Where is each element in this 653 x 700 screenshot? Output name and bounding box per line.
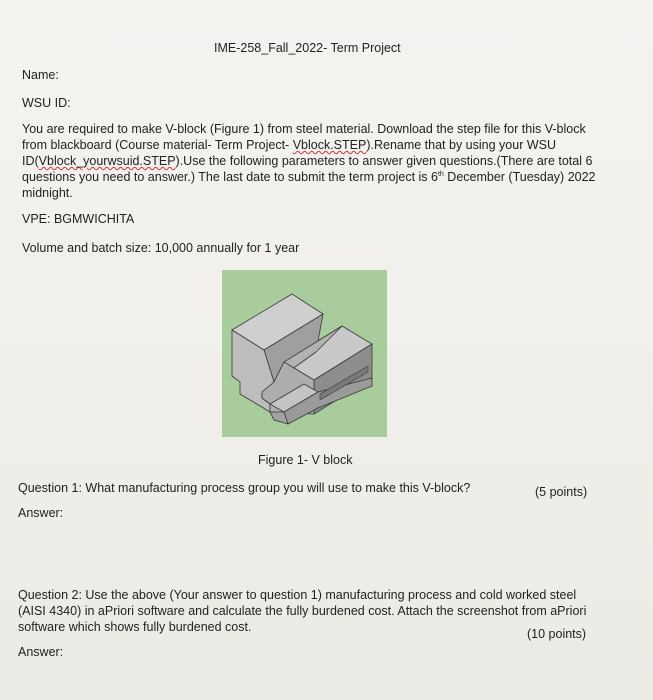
vpe-line: VPE: BGMWICHITA [22,212,135,226]
instructions-line-3: ID(Vblock_yourwsuid.STEP).Use the following parameters to answer given questions.(There are total 6 [22,154,593,168]
instructions-line-4: questions you need to answer.) The last date to submit the term project is 6th December (Tuesday) 2022 [22,170,596,184]
wsu-id-label: WSU ID: [22,96,71,110]
instructions-line-2: from blackboard (Course material- Term Project- Vblock.STEP).Rename that by using your WSU [22,138,556,152]
figure-caption: Figure 1- V block [258,453,353,467]
document-title: IME-258_Fall_2022- Term Project [214,41,401,55]
step-filename: Vblock.STEP [292,138,367,152]
question-2-line-1: Question 2: Use the above (Your answer to question 1) manufacturing process and cold worked steel [18,588,577,602]
v-block-figure [222,270,387,437]
instructions-paragraph [22,121,596,201]
volume-line: Volume and batch size: 10,000 annually for 1 year [22,241,300,255]
v-block-drawing [222,270,387,437]
question-1-text: Question 1: What manufacturing process group you will use to make this V-block? [18,481,471,495]
instructions-line-1: You are required to make V-block (Figure 1) from steel material. Download the step file for this V-block [22,122,586,136]
name-label: Name: [22,68,59,82]
question-2-line-2: (AISI 4340) in aPriori software and calculate the fully burdened cost. Attach the screenshot from aPriori [18,604,587,618]
question-2-points: (10 points) [527,627,587,641]
question-1-points: (5 points) [535,485,588,499]
renamed-filename: Vblock_yourwsuid.STEP [38,154,176,168]
question-2-line-3: software which shows fully burdened cost. [18,620,252,634]
question-2-answer-label: Answer: [18,645,64,659]
instructions-line-5: midnight. [22,186,73,200]
question-1-answer-label: Answer: [18,506,64,520]
